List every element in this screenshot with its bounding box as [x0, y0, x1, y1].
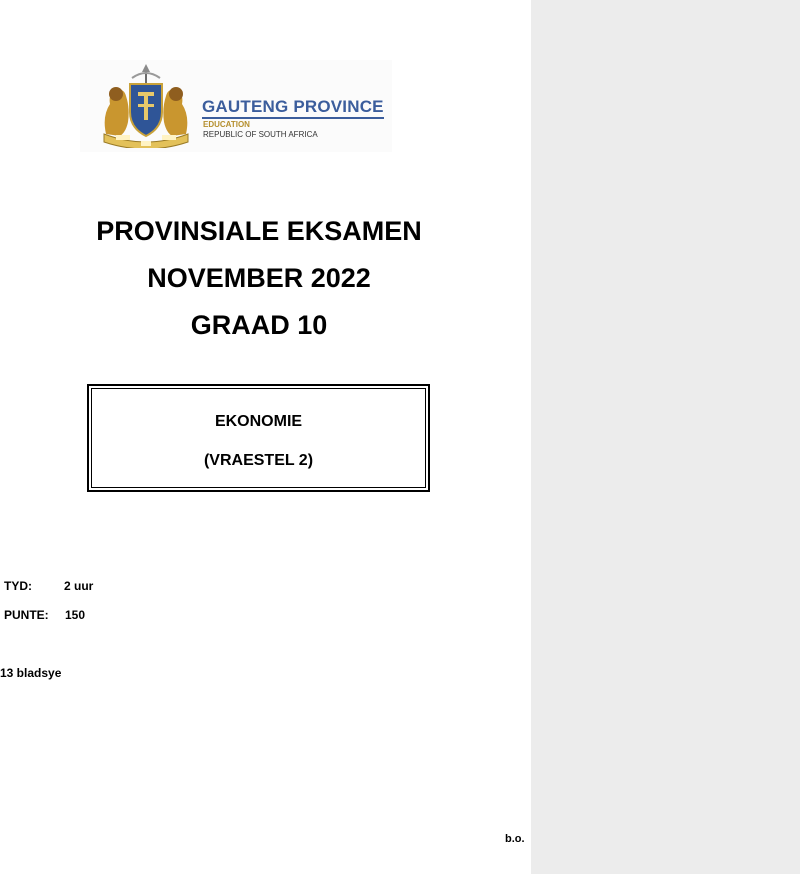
- side-panel: [531, 0, 800, 874]
- logo-title: GAUTENG PROVINCE: [202, 98, 384, 119]
- gauteng-province-logo: [80, 60, 392, 152]
- time-value: 2 uur: [64, 579, 94, 593]
- subject-name: EKONOMIE: [214, 413, 303, 430]
- marks-value: 150: [65, 608, 86, 622]
- exam-grade: GRAAD 10: [190, 310, 328, 340]
- exam-title: PROVINSIALE EKSAMEN: [96, 216, 422, 246]
- logo-department: EDUCATION: [203, 120, 250, 129]
- please-turn-over: b.o.: [505, 833, 525, 845]
- page-count: 13 bladsye: [0, 666, 62, 680]
- logo-country: REPUBLIC OF SOUTH AFRICA: [203, 130, 318, 139]
- time-label: TYD:: [4, 579, 32, 593]
- coat-of-arms-icon: [94, 64, 198, 148]
- paper-number: (VRAESTEL 2): [203, 452, 314, 469]
- marks-label: PUNTE:: [4, 608, 49, 622]
- subject-box: [87, 384, 430, 492]
- exam-date: NOVEMBER 2022: [147, 263, 371, 293]
